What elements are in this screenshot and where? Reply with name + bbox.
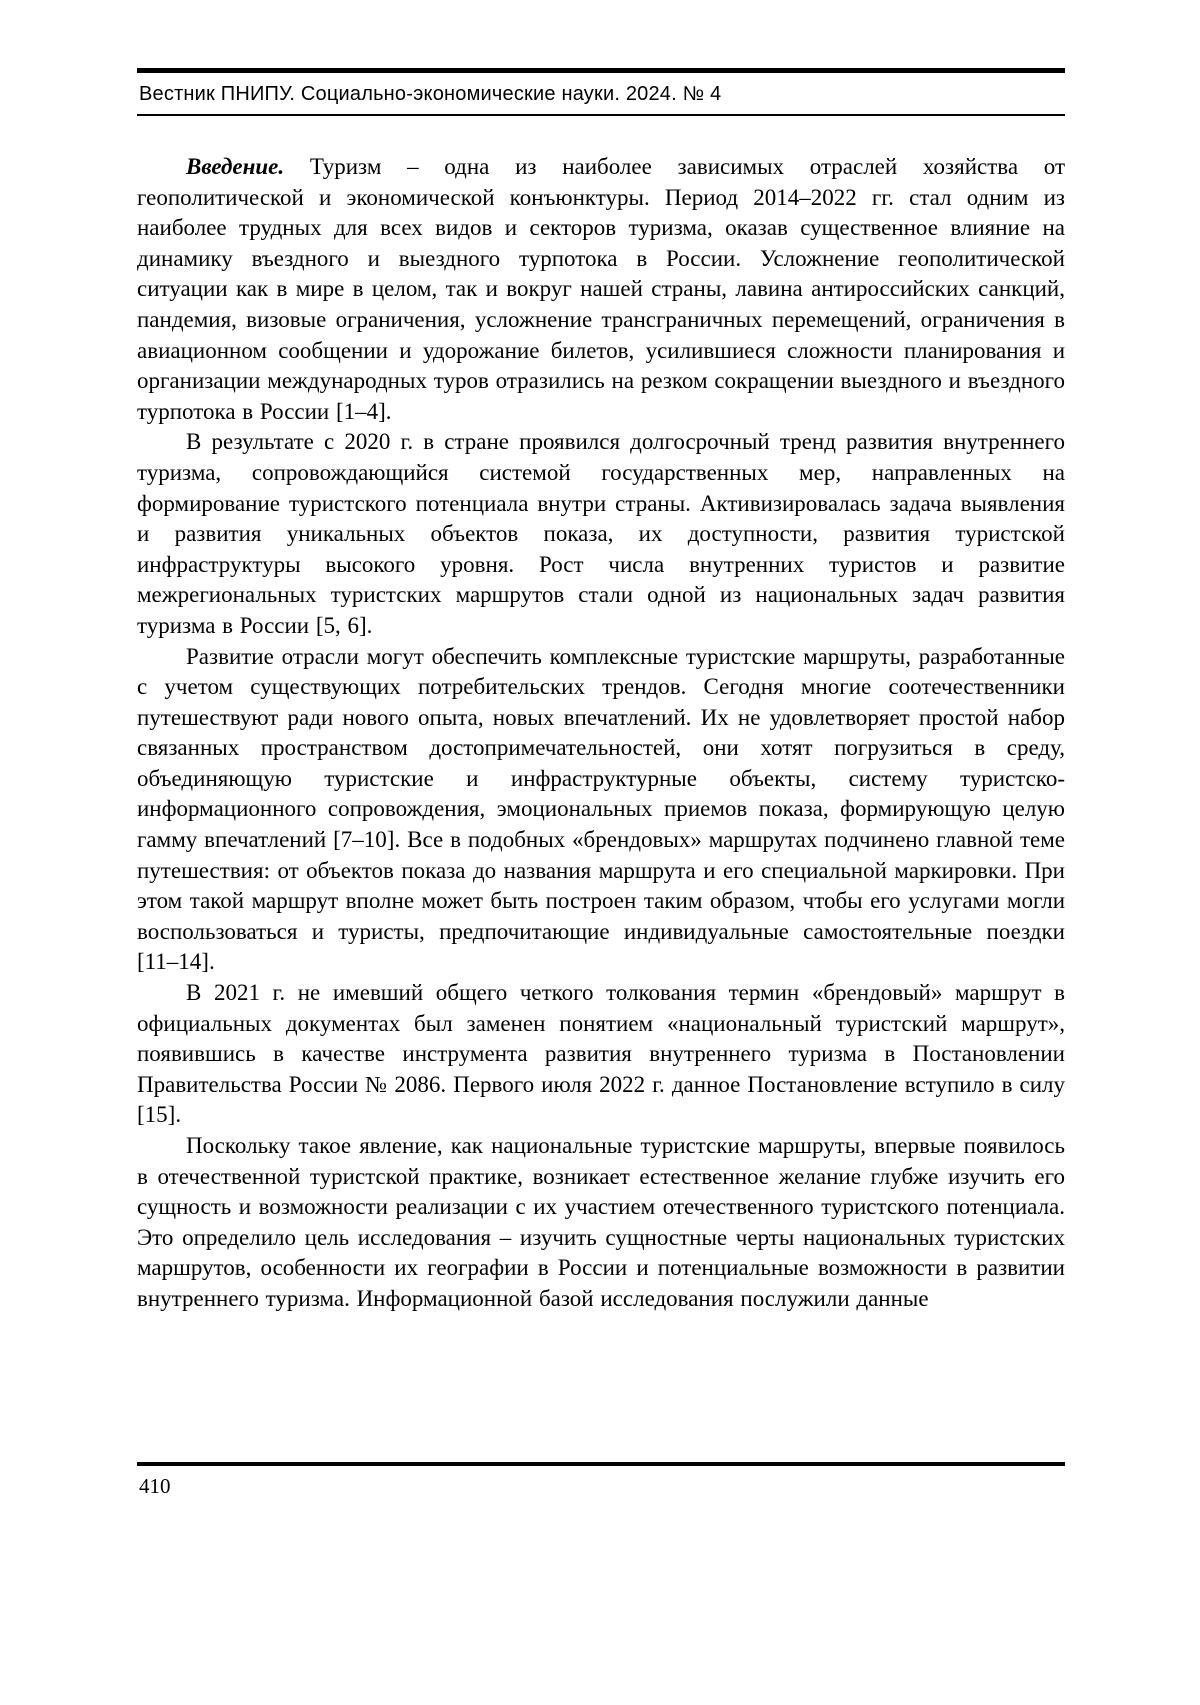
running-header: Вестник ПНИПУ. Социально-экономические науки. 2024. № 4 [139,83,722,105]
paragraph-text: Туризм – одна из наиболее зависимых отраслей хозяйства от геополитической и экономической конъюнктуры. Период 2014–2022 гг. стал одним из наиболее трудных для всех видов и секторов туризма, оказав существенное влияние на динамику въездного и выездного турпотока в России. Усложнение геополитической ситуации как в мире в целом, так и вокруг нашей страны, лавина антироссийских санкций, пандемия, визовые ограничения, усложнение трансграничных перемещений, ограничения в авиационном сообщении и удорожание билетов, усилившиеся сложности планирования и организации международных туров отразились на резком сокращении выездного и въездного турпотока в России [1–4]. [137,154,1066,424]
paragraph: В 2021 г. не имевший общего четкого толкования термин «брендовый» маршрут в официальных документах был заменен понятием «национальный туристский маршрут», появившись в качестве инструмента развития внутреннего туризма в Постановлении Правительства России № 2086. Первого июля 2022 г. данное Постановление вступило в силу [15]. [137,980,1065,1128]
page-number: 410 [139,1474,171,1498]
paragraph: Развитие отрасли могут обеспечить комплексные туристские маршруты, разработанные с учетом существующих потребительских трендов. Сегодня многие соотечественники путешествуют ради нового опыта, новых впечатлений. Их не удовлетворяет простой набор связанных пространством достопримечательностей, они хотят погрузиться в среду, объединяющую туристские и инфраструктурные объекты, систему туристско-информационного сопровождения, эмоциональных приемов показа, формирующую целую гамму впечатлений [7–10]. Все в подобных «брендовых» маршрутах подчинено главной теме путешествия: от объектов показа до названия маршрута и его специальной маркировки. При этом такой маршрут вполне может быть построен таким образом, чтобы его услугами могли воспользоваться и туристы, предпочитающие индивидуальные самостоятельные поездки [11–14]. [137,643,1065,975]
footer-rule [137,1462,1065,1466]
paragraph: В результате с 2020 г. в стране проявился долгосрочный тренд развития внутреннего туризма, сопровождающийся системой государственных мер, направленных на формирование туристского потенциала внутри страны. Активизировалась задача выявления и развития уникальных объектов показа, их доступности, развития туристской инфраструктуры высокого уровня. Рост числа внутренних туристов и развитие межрегиональных туристских маршрутов стали одной из национальных задач развития туризма в России [5, 6]. [137,429,1065,638]
header-bottom-rule [137,114,1065,116]
paragraph-introduction [137,152,1065,427]
article-body [137,152,1065,1315]
content-column [137,68,1065,1315]
paragraph: Поскольку такое явление, как национальные туристские маршруты, впервые появилось в отечественной туристской практике, возникает естественное желание глубже изучить его сущность и возможности реализации с их участием отечественного туристского потенциала. Это определило цель исследования – изучить сущностные черты национальных туристских маршрутов, особенности их географии в России и потенциальные возможности в развитии внутреннего туризма. Информационной базой исследования послужили данные [137,1133,1065,1311]
introduction-lead: Введение. [186,154,285,179]
